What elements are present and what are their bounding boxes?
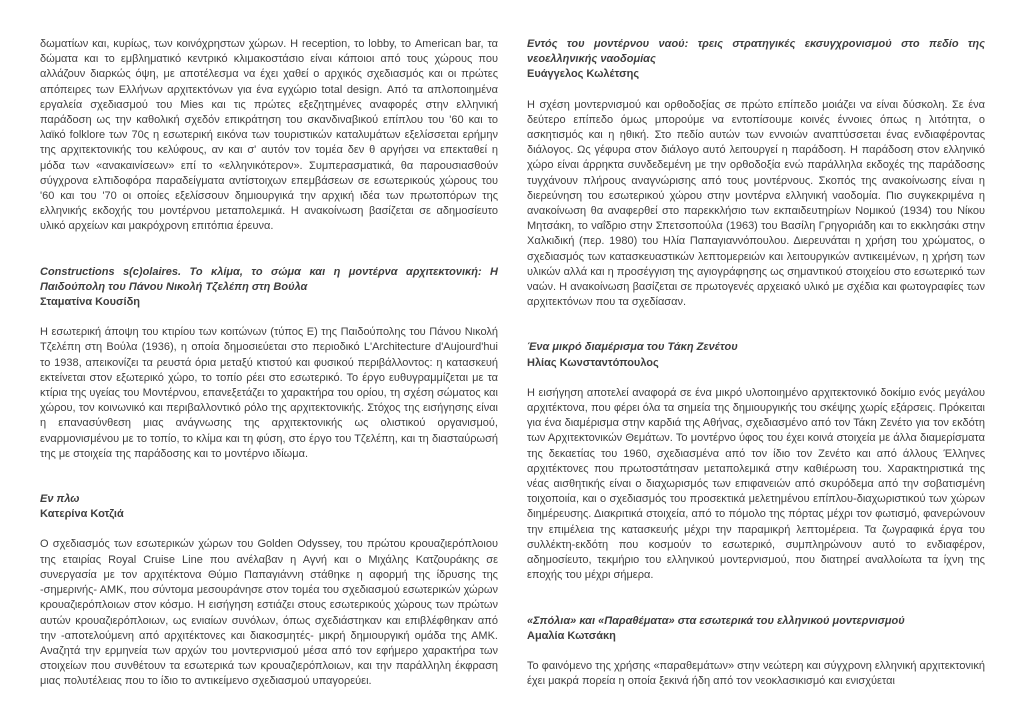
abstract-section-en-plo (40, 492, 498, 689)
abstract-author: Αμαλία Κωτσάκη (527, 629, 616, 642)
abstract-text: Η εσωτερική άποψη του κτιρίου των κοιτώνων (τύπος Ε) της Παιδούπολης του Πάνου Νικολή Τζελέπη στη Βούλα (1936), η οποία δημοσιεύεται στο περιοδικό L'Architecture d'Aujourd'hui το 1938, απεικονίζει τα ρευστά όρια μεταξύ κτιστού και φυσικού περιβάλλοντος: η κατασκευή εκτείνεται στον εξωτερικό χώρο, το τοπίο ρέει στο εσωτερικό. Το έργο ευθυγραμμίζεται με τα κτίρια της υγείας του Μοντέρνου, επανεξετάζει το χαρακτήρα του ορίου, τη σχέση σώματος και χώρου, τον κοινωνικό και περιβαλλοντικό ρόλο της αρχιτεκτονικής. Στόχος της εισήγησης είναι η επανασύνθεση μιας ανάγνωσης της αρχιτεκτονικής ως ολιστικού οργανισμού, εναρμονισμένου με το τοπίο, το κλίμα και τη φύση, στο έργο του Τζελέπη, και τη διασταύρωσή της με στοιχεία της παράδοσης και το μοντέρνο ιδίωμα. (40, 326, 498, 460)
abstract-section-constructions-scolaires (40, 265, 498, 462)
abstract-author: Κατερίνα Κοτζιά (40, 508, 124, 521)
abstract-author: Σταματίνα Κουσίδη (40, 296, 140, 309)
right-column (527, 37, 985, 705)
abstract-section-modern-temple (527, 37, 985, 310)
abstract-text: Το φαινόμενο της χρήσης «παραθεμάτων» στην νεώτερη και σύγχρονη ελληνική αρχιτεκτονική έχει μακρά πορεία η οποία ξεκινά ήδη από τον νεοκλασικισμό και ενισχύεται (527, 659, 985, 688)
abstract-title: Εντός του μοντέρνου ναού: τρεις στρατηγικές εκσυγχρονισμού στο πεδίο της νεοελληνικής ναοδομίας (527, 38, 985, 66)
abstract-title: Constructions s(c)olaires. Το κλίμα, το σώμα και η μοντέρνα αρχιτεκτονική: Η Παιδούπολη του Πάνου Νικολή Τζελέπη στη Βούλα (40, 265, 498, 293)
abstract-section-continued (40, 37, 498, 235)
abstract-text: Ο σχεδιασμός των εσωτερικών χώρων του Golden Odyssey, του πρώτου κρουαζιερόπλοιου της εταιρίας Royal Cruise Line που ανέλαβαν η Αγνή και ο Μιχάλης Κατζουράκης σε συνεργασία με τον αρχιτέκτονα Θύμιο Παπαγιάννη στάθηκε η αφορμή της ίδρυσης της -σημερινής- ΑΜΚ, που σύντομα μεσουράνησε στον τομέα του σχεδιασμού εσωτερικών χώρων κρουαζιερόπλοιων στον κόσμο. Η εισήγηση εστιάζει στους εσωτερικούς χώρους των πρώτων αυτών κρουαζιερόπλοιων, ως ενιαίων συνόλων, όπως σχεδιάστηκαν και επιβλέφθηκαν από την -αποτελούμενη από αρχιτέκτονες και διακοσμητές- μικρή δημιουργική ομάδα της ΑΜΚ. Αναζητά την ερμηνεία των αρχών του μοντερνισμού μέσα από τον εφήμερο χαρακτήρα των στοιχείων που συνθέτουν τα εσωτερικά των κρουαζιερόπλοιων, και την παράλληλη έκφραση μιας πολυτέλειας που το ίδιο το αντικείμενο σχεδιασμού υπαγορεύει. (40, 538, 498, 688)
abstract-section-spolia (527, 614, 985, 690)
abstract-title: Ένα μικρό διαμέρισμα του Τάκη Ζενέτου (527, 341, 738, 354)
abstract-title: Εν πλω (40, 493, 80, 506)
abstract-text: Η εισήγηση αποτελεί αναφορά σε ένα μικρό υλοποιημένο αρχιτεκτονικό δοκίμιο ενός μεγάλου αρχιτέκτονα, που φέρει όλα τα σημεία της δημιουργικής του σκέψης χωρίς εξάρσεις. Πρόκειται για ένα διαμέρισμα στην καρδιά της Αθήνας, σχεδιασμένο από τον Τάκη Ζενέτο για τον εκδότη των Αρχιτεκτονικών Θεμάτων. Το μοντέρνο ύφος του έχει κοινά στοιχεία με άλλα διαμερίσματα της δεκαετίας του 1960, σχεδιασμένα από τον ίδιο τον Ζενέτο και από άλλους Έλληνες αρχιτέκτονες που πρωτοστάτησαν μεταπολεμικά στην καθιέρωση του. Χαρακτηριστικά της νέας αισθητικής είναι ο διαχωρισμός των επιφανειών από σκυρόδεμα από την σοβατισμένη τοιχοποιία, και ο σχεδιασμός του προσεκτικά μελετημένου επίπλου-διαχωριστικού των χώρων διημέρευσης. Διακριτικά στοιχεία, από το πόμολο της πόρτας μέχρι τον φωτισμό, φανερώνουν την επιμέλεια της κατασκευής μέχρι την παραμικρή λεπτομέρεια. Τα ζωγραφικά έργα του συλλέκτη-εκδότη που κοσμούν το εσωτερικό, συμπληρώνουν αυτό το ενδιαφέρον, αδημοσίευτο, τεκμήριο του ελληνικού μοντερνισμού, που διατηρεί αναλλοίωτα τα ίχνη της εποχής του μέχρι σήμερα. (527, 386, 985, 582)
abstract-title: «Σπόλια» και «Παραθέματα» στα εσωτερικά του ελληνικού μοντερνισμού (527, 614, 905, 627)
left-column (40, 37, 498, 705)
abstract-section-zenetos-apartment (527, 340, 985, 583)
abstract-author: Ευάγγελος Κωλέτσης (527, 68, 640, 81)
abstract-text: δωματίων και, κυρίως, των κοινόχρηστων χώρων. Η reception, το lobby, το American bar, τα δώματα και το εμβληματικό κεντρικό κλιμακοστάσιο είναι κάποιοι από τους χώρους που αλλάζουν διαρκώς όψη, με αποτέλεσμα να έχει χαθεί ο αρχικός σχεδιασμός και οι πρώτες απόπειρες των Ελλήνων αρχιτεκτόνων για ένα εγχώριο total design. Από τα απλοποιημένα εργαλεία σχεδιασμού του Mies και τις πρώτες εξεζητημένες αναφορές στην ελληνική παράδοση ως την καθολική σχεδόν επικράτηση του σκανδιναβικού επίπλου του '60 και το λαϊκό folklore των 70ς η εσωτερική εικόνα των τουριστικών καταλυμάτων εξελίσσεται ερήμην της αρχιτεκτονικής του κελύφους, αν και σ' αυτόν τον τομέα δεν θ αργήσει να επεκταθεί η μόδα των «ανακαινίσεων» επί το «ελληνικότερον». Συμπερασματικά, θα παρουσιασθούν σύγχρονα ελπιδοφόρα παραδείγματα αντίστοιχων επεμβάσεων σε εσωτερικούς χώρους του '60 και του '70 οι οποίες εξελίσσουν δημιουργικά την αρχική ιδέα των πρωτοπόρων της ελληνικής εκδοχής του μοντέρνου μεταπολεμικά. Η ανακοίνωση βασίζεται σε αδημοσίευτο υλικό αρχείων και μακρόχρονη επιτόπια έρευνα. (40, 38, 498, 233)
abstract-author: Ηλίας Κωνσταντόπουλος (527, 356, 659, 369)
abstract-text: Η σχέση μοντερνισμού και ορθοδοξίας σε πρώτο επίπεδο μοιάζει να είναι δύσκολη. Σε ένα δεύτερο επίπεδο όμως μπορούμε να εντοπίσουμε κοινές έννοιες όπως η λιτότητα, ο ασκητισμός και η ηθική. Στο πεδίο αυτών των εννοιών αναπτύσσεται ένας ενδιαφέροντας διάλογος. Ως γέφυρα στον διάλογο αυτό λειτουργεί η παράδοση. Η παράδοση στον ελληνικό χώρο είναι άρρηκτα συνδεδεμένη με την ορθοδοξία ενώ παράλληλα εκδοχές της παράδοσης τυγχάνουν πλήρους αναγνώρισης από τους μοντέρνους. Σκοπός της ανακοίνωσης είναι η διερεύνηση του εσωτερικού χώρου στην μοντέρνα ελληνική ναοδομία. Πιο συγκεκριμένα η ανακοίνωση θα αναφερθεί στο παρεκκλήσιο των εκπαιδευτηρίων Νομικού (1934) του Νίκου Μητσάκη, το ναΐδριο στην Σπετσοπούλα (1963) του Βασίλη Γρηγοριάδη και το εκκλησάκι στην Χαλκιδική (περ. 1980) του Ηλία Παπαγιαννόπουλου. Διερευνάται η χρήση του χρώματος, ο σχεδιασμός των κατασκευαστικών λεπτομερειών και λειτουργικών αντικειμένων, η χρήση των υλικών αλλά και η προσέγγιση της αγιογράφησης ως σημαντικού στοιχείου στο εσωτερικό των ναών. Η ανακοίνωση βασίζεται σε πρωτογενές αρχειακό υλικό με σχέδια και φωτογραφίες των αρχιτεκτόνων που τα σχεδίασαν. (527, 98, 985, 309)
